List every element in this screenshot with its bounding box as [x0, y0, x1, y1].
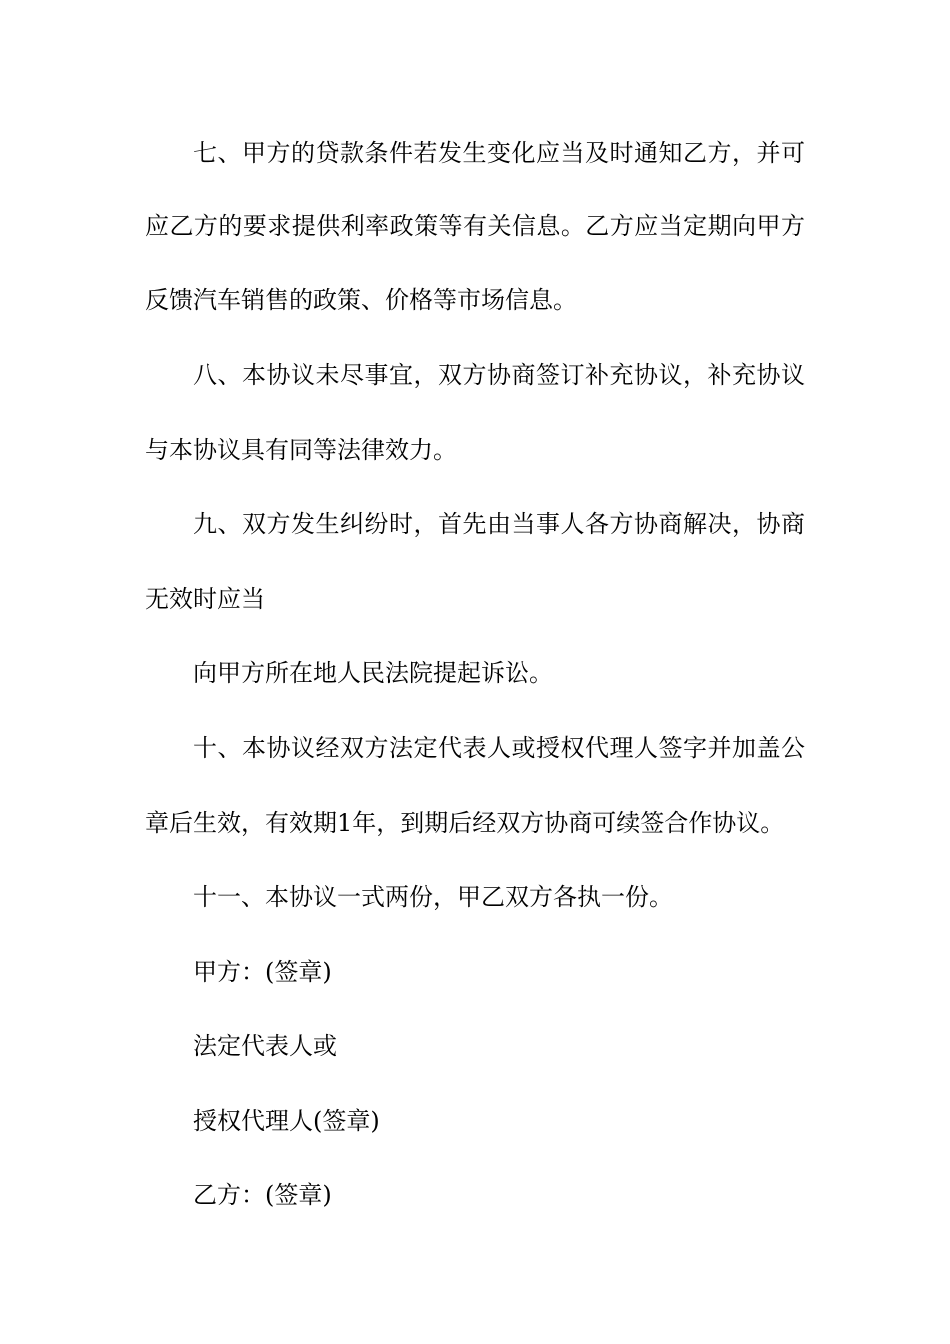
clause-10-line-2: 章后生效，有效期1年，到期后经双方协商可续签合作协议。 [145, 809, 785, 837]
signature-party-b: 乙方：(签章) [193, 1181, 332, 1209]
clause-9-line-1: 九、双方发生纠纷时，首先由当事人各方协商解决，协商 [193, 510, 805, 538]
clause-8-line-2: 与本协议具有同等法律效力。 [145, 436, 457, 464]
clause-7-line-1: 七、甲方的贷款条件若发生变化应当及时通知乙方，并可 [193, 139, 805, 167]
clause-9-line-3: 向甲方所在地人民法院提起诉讼。 [193, 659, 553, 687]
clause-8-line-1: 八、本协议未尽事宜，双方协商签订补充协议，补充协议 [193, 361, 805, 389]
signature-legal-representative: 法定代表人或 [193, 1032, 337, 1060]
signature-party-a: 甲方：(签章) [193, 958, 332, 986]
signature-authorized-agent: 授权代理人(签章) [193, 1107, 380, 1135]
clause-10-line-1: 十、本协议经双方法定代表人或授权代理人签字并加盖公 [193, 734, 805, 762]
clause-9-line-2: 无效时应当 [145, 585, 265, 613]
clause-11-line-1: 十一、本协议一式两份，甲乙双方各执一份。 [193, 883, 673, 911]
clause-7-line-2: 应乙方的要求提供利率政策等有关信息。乙方应当定期向甲方 [145, 212, 805, 240]
clause-7-line-3: 反馈汽车销售的政策、价格等市场信息。 [145, 286, 577, 314]
